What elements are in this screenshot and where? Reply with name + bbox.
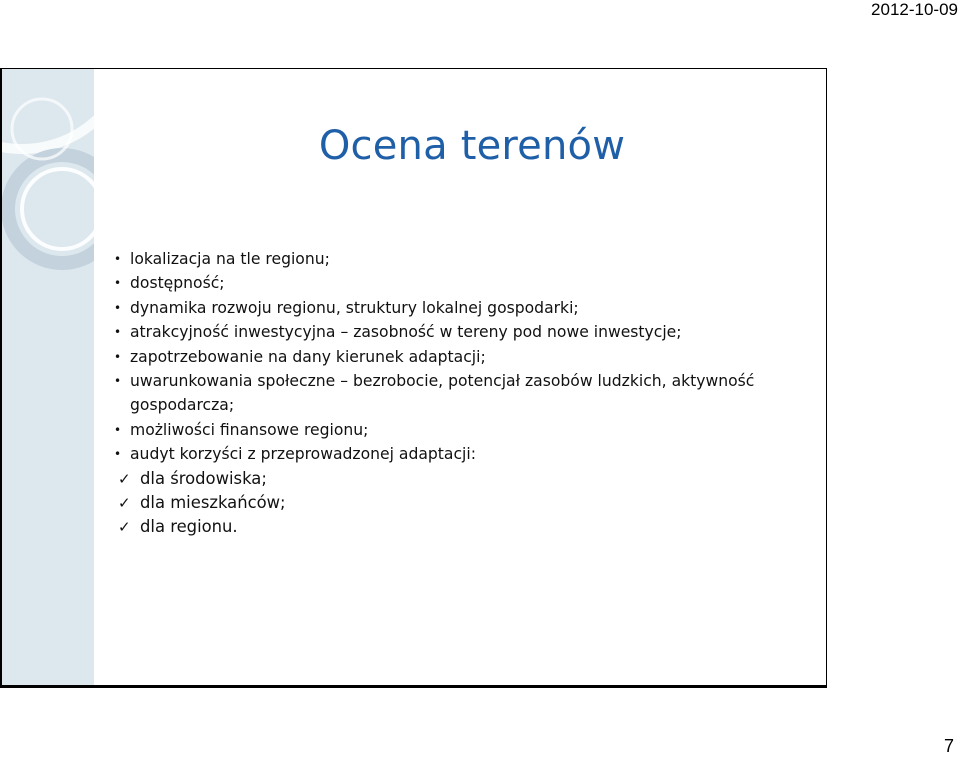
sub-list-item — [114, 491, 814, 515]
list-item — [114, 442, 814, 466]
slide-title: Ocena terenów — [318, 123, 626, 169]
sub-list-item-text: dla mieszkańców; — [140, 493, 286, 513]
list-item-text: zapotrzebowanie na dany kierunek adaptacji; — [130, 347, 486, 366]
slide-content — [114, 247, 814, 540]
list-item-text: dostępność; — [130, 274, 225, 293]
bullet-icon: • — [114, 422, 122, 437]
bullet-icon: • — [114, 447, 122, 462]
page-date: 2012-10-09 — [871, 0, 958, 19]
list-item-text: możliwości finansowe regionu; — [130, 420, 369, 439]
list-item — [114, 296, 814, 320]
page-number: 7 — [943, 736, 954, 756]
bullet-icon: • — [114, 276, 122, 291]
bullet-icon: • — [114, 325, 122, 340]
checkmark-icon: ✓ — [118, 469, 131, 488]
list-item-text: dynamika rozwoju regionu, struktury lokalnej gospodarki; — [130, 298, 579, 317]
bullet-icon: • — [114, 252, 122, 266]
list-item — [114, 345, 814, 369]
list-item — [114, 320, 814, 344]
list-item — [114, 271, 814, 295]
sub-list-item — [114, 467, 814, 491]
sub-list-item-text: dla regionu. — [140, 517, 238, 537]
sub-list-item-text: dla środowiska; — [140, 468, 267, 488]
list-item-text: audyt korzyści z przeprowadzonej adaptacji: — [130, 445, 476, 464]
bullet-icon: • — [114, 300, 122, 315]
list-item — [114, 369, 814, 418]
list-item-text: atrakcyjność inwestycyjna – zasobność w tereny pod nowe inwestycje; — [130, 323, 682, 342]
checkmark-icon: ✓ — [118, 494, 131, 513]
list-item — [114, 418, 814, 442]
list-item — [114, 247, 814, 271]
sub-list-item — [114, 515, 814, 539]
bullet-icon: • — [114, 374, 122, 389]
list-item-text: lokalizacja na tle regionu; — [130, 250, 330, 268]
checkmark-icon: ✓ — [118, 518, 131, 537]
slide — [0, 68, 827, 688]
decorative-circle-inner — [22, 169, 94, 249]
bullet-icon: • — [114, 349, 122, 364]
list-item-text: uwarunkowania społeczne – bezrobocie, potencjał zasobów ludzkich, aktywność gospodarcza; — [130, 372, 755, 415]
